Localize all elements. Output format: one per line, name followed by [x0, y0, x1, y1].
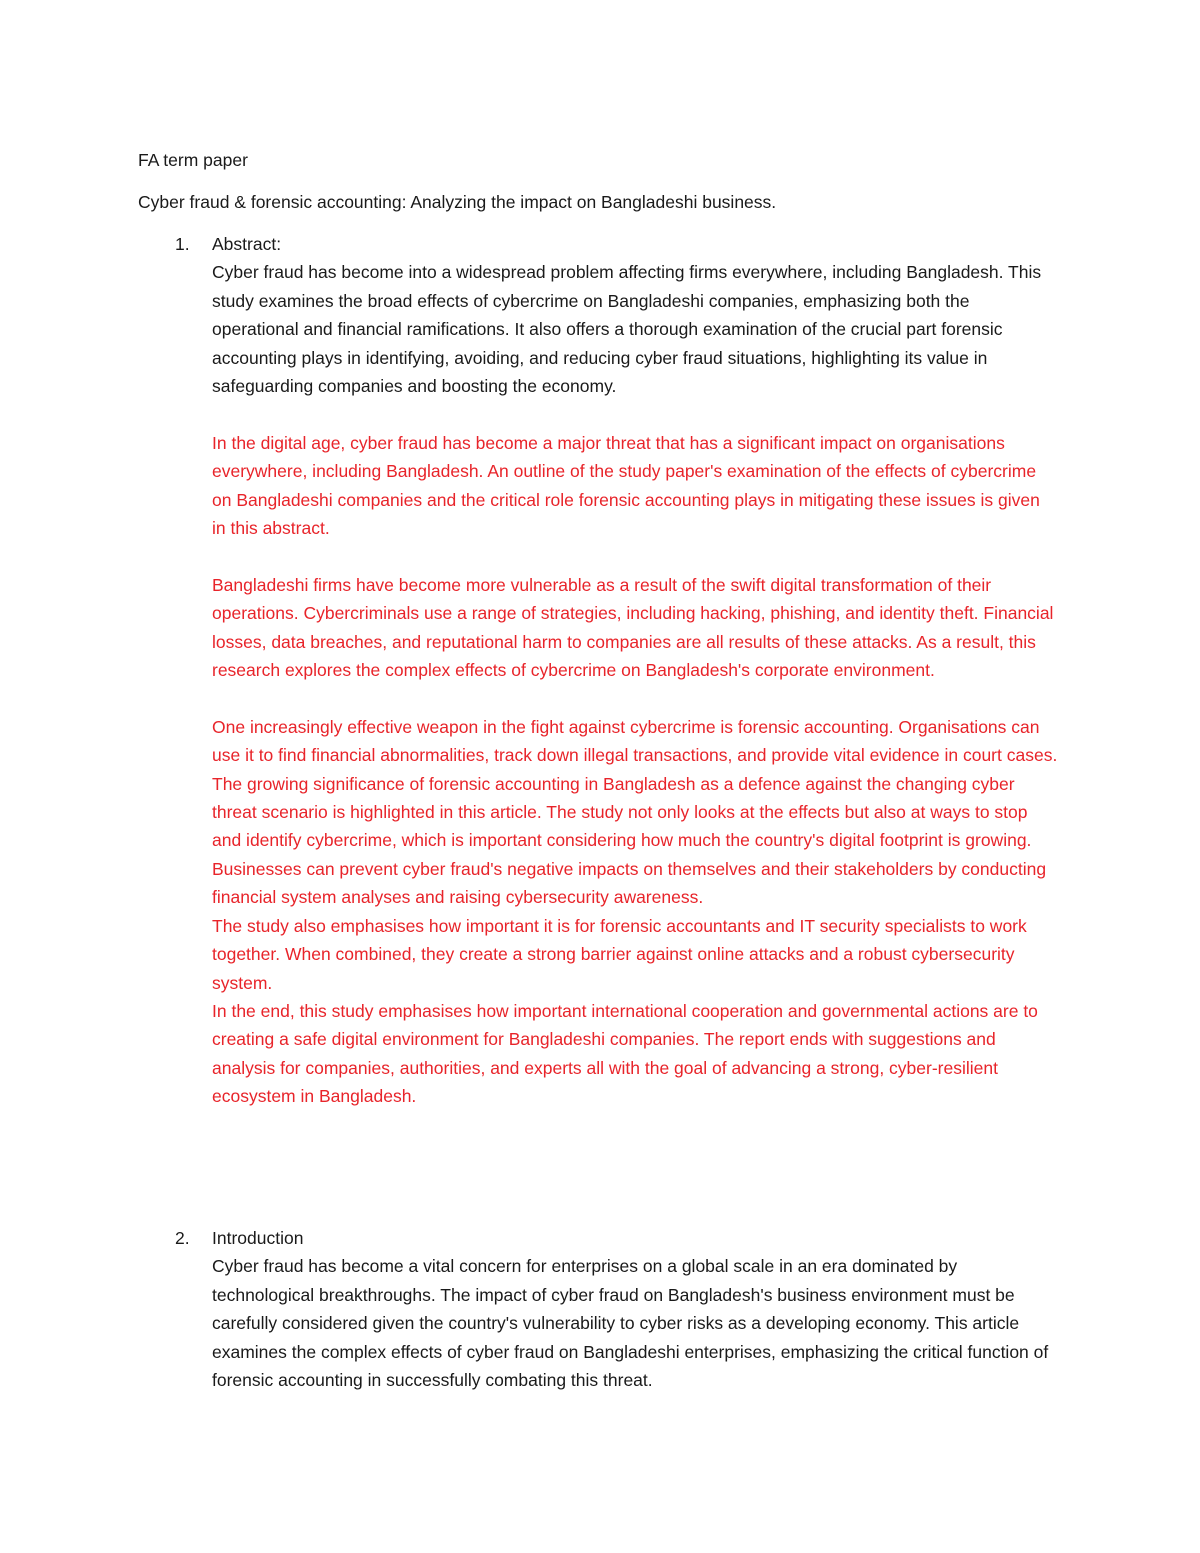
abstract-paragraph-vulnerability: Bangladeshi firms have become more vulnerable as a result of the swift digital transformation of their operations. Cybercriminals use a range of strategies, including hacking, phishing, and identity theft. Financial losses, data breaches, and reputational harm to companies are all results of these attacks. As a result, this research explores the complex effects of cybercrime on Bangladesh's corporate environment.	[212, 574, 1054, 681]
introduction-paragraph: Cyber fraud has become a vital concern for enterprises on a global scale in an era dominated by technological breakthroughs. The impact of cyber fraud on Bangladesh's business environment must be carefully considered given the country's vulnerability to cyber risks as a developing economy. This article examines the complex effects of cyber fraud on Bangladeshi enterprises, emphasizing the critical function of forensic accounting in successfully combating this threat.	[212, 1256, 1049, 1391]
list-number: 2.	[175, 1228, 190, 1248]
document-title: Cyber fraud & forensic accounting: Analyzing the impact on Bangladeshi business.	[138, 192, 777, 212]
abstract-paragraph-summary: Cyber fraud has become into a widespread problem affecting firms everywhere, including Bangladesh. This study examines the broad effects of cybercrime on Bangladeshi companies, emphasizing both the operational and financial ramifications. It also offers a thorough examination of the crucial part forensic accounting plays in identifying, avoiding, and reducing cyber fraud situations, highlighting its value in safeguarding companies and boosting the economy.	[212, 262, 1042, 397]
section-introduction	[138, 1224, 1058, 1394]
section-abstract	[138, 230, 1058, 1111]
section-title: Introduction	[212, 1228, 304, 1248]
abstract-paragraph-forensic: One increasingly effective weapon in the fight against cybercrime is forensic accounting. Organisations can use it to find financial abnormalities, track down illegal transactions, and provide vital evidence in court cases. The growing significance of forensic accounting in Bangladesh as a defence against the changing cyber threat scenario is highlighted in this article. The study not only looks at the effects but also at ways to stop and identify cybercrime, which is important considering how much the country's digital footprint is growing. Businesses can prevent cyber fraud's negative impacts on themselves and their stakeholders by conducting financial system analyses and raising cybersecurity awareness.	[212, 716, 1058, 908]
abstract-paragraph-conclusion: In the end, this study emphasises how important international cooperation and governmental actions are to creating a safe digital environment for Bangladeshi companies. The report ends with suggestions and analysis for companies, authorities, and experts all with the goal of advancing a strong, cyber-resilient ecosystem in Bangladesh.	[212, 1000, 1038, 1107]
list-number: 1.	[175, 234, 190, 254]
section-body	[212, 1252, 1058, 1394]
document-label: FA term paper	[138, 150, 248, 170]
section-heading	[138, 1224, 1058, 1252]
abstract-paragraph-overview: In the digital age, cyber fraud has become a major threat that has a significant impact on organisations everywhere, including Bangladesh. An outline of the study paper's examination of the effects of cybercrime on Bangladeshi companies and the critical role forensic accounting plays in mitigating these issues is given in this abstract.	[212, 432, 1040, 539]
section-heading	[138, 230, 1058, 258]
section-body	[212, 258, 1058, 1110]
abstract-paragraph-collaboration: The study also emphasises how important it is for forensic accountants and IT security specialists to work together. When combined, they create a strong barrier against online attacks and a robust cybersecurity system.	[212, 915, 1027, 993]
section-title: Abstract:	[212, 234, 282, 254]
